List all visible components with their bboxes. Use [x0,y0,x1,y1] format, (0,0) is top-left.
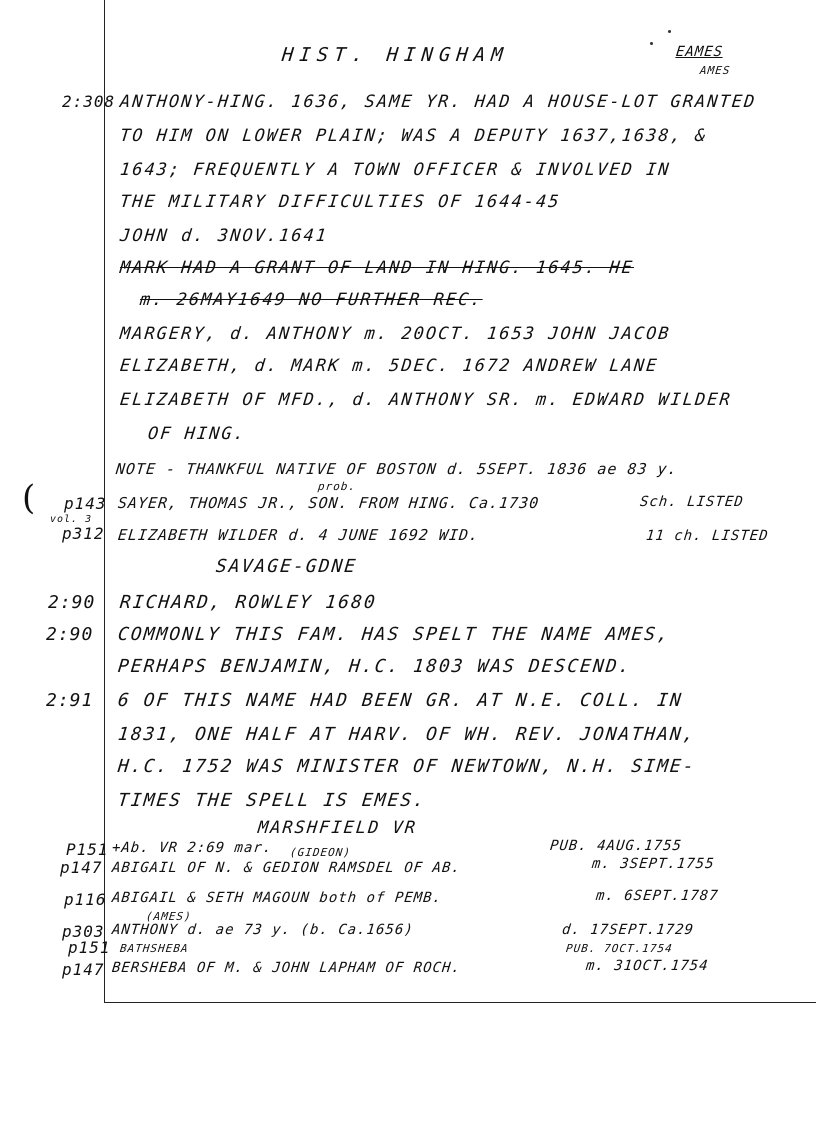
annotation: prob. [317,480,357,493]
text-line-right: Sch. LISTED [639,494,745,510]
text-line: ANTHONY-HING. 1636, SAME YR. HAD A HOUSE-LOT GRANTED [118,92,758,112]
text-line: SAYER, THOMAS JR., SON. FROM HING. Ca.1730 [117,494,541,512]
text-line: ELIZABETH OF MFD., d. ANTHONY SR. m. EDWARD WILDER [118,390,733,410]
margin-bracket: ( [22,478,36,518]
text-line: 6 OF THIS NAME HAD BEEN GR. AT N.E. COLL. IN [116,690,684,711]
text-line: 1831, ONE HALF AT HARV. OF WH. REV. JONATHAN, [116,724,697,745]
margin-ref: p143 [64,494,107,513]
text-line: ELIZABETH WILDER d. 4 JUNE 1692 WID. [117,526,481,544]
vr-entry: BERSHEBA OF M. & JOHN LAPHAM OF ROCH. [111,960,462,976]
ink-dot [650,42,653,45]
struck-line: m. 26MAY1649 NO FURTHER REC. [138,290,484,310]
text-line: COMMONLY THIS FAM. HAS SPELT THE NAME AMES, [116,624,672,645]
margin-ref: p147 [62,960,105,979]
text-line: TO HIM ON LOWER PLAIN; WAS A DEPUTY 1637,1638, & [118,126,709,146]
margin-ref: p116 [64,890,107,909]
margin-ref: p151 [68,938,111,957]
source-heading: MARSHFIELD VR [256,818,419,838]
margin-ref: 2:90 [46,624,94,645]
margin-ref: 2:91 [46,690,94,711]
vr-entry-date: PUB. 4AUG.1755 [549,838,683,854]
annotation: (AMES) [145,910,193,923]
text-line: OF HING. [146,424,247,444]
vr-entry-date: PUB. 7OCT.1754 [565,942,674,955]
vr-entry: ANTHONY d. ae 73 y. (b. Ca.1656) [111,922,415,938]
vr-entry-date: d. 17SEPT.1729 [561,922,695,938]
text-line: THE MILITARY DIFFICULTIES OF 1644-45 [118,192,562,212]
margin-ref: 2:90 [48,592,96,613]
text-line: H.C. 1752 WAS MINISTER OF NEWTOWN, N.H. SIME- [116,756,697,777]
margin-ref: p147 [60,858,103,877]
vr-entry: ABIGAIL & SETH MAGOUN both of PEMB. [111,890,443,906]
surname-header: EAMES [675,44,724,60]
vr-entry-date: m. 6SEPT.1787 [595,888,720,904]
margin-ref: 2:308 [62,92,116,111]
struck-line: MARK HAD A GRANT OF LAND IN HING. 1645. HE [118,258,635,278]
text-line: RICHARD, ROWLEY 1680 [118,592,378,613]
text-line: PERHAPS BENJAMIN, H.C. 1803 WAS DESCEND. [116,656,633,677]
annotation: (GIDEON) [289,846,352,859]
text-line: NOTE - THANKFUL NATIVE OF BOSTON d. 5SEPT. 1836 ae 83 y. [115,460,679,478]
surname-variant: AMES [699,64,732,77]
vr-entry: BATHSHEBA [119,942,190,955]
text-line: MARGERY, d. ANTHONY m. 20OCT. 1653 JOHN JACOB [118,324,672,344]
margin-ref: P151 [66,840,109,859]
page-title: HIST. HINGHAM [280,44,510,66]
text-line: ELIZABETH, d. MARK m. 5DEC. 1672 ANDREW LANE [118,356,660,376]
margin-ref: vol. 3 [50,514,93,525]
page-bottom-edge [104,1002,816,1003]
text-line: TIMES THE SPELL IS EMES. [116,790,428,811]
margin-ref: p312 [62,524,105,543]
ink-dot [668,30,671,33]
text-line: 1643; FREQUENTLY A TOWN OFFICER & INVOLVED IN [118,160,672,180]
vr-entry-date: m. 31OCT.1754 [585,958,710,974]
vr-entry: +Ab. VR 2:69 mar. [111,840,274,856]
margin-ref: p303 [62,922,105,941]
text-line-right: 11 ch. LISTED [645,528,770,544]
vr-entry: ABIGAIL OF N. & GEDION RAMSDEL OF AB. [111,860,462,876]
text-line: JOHN d. 3NOV.1641 [118,226,330,246]
vr-entry-date: m. 3SEPT.1755 [591,856,716,872]
source-heading: SAVAGE-GDNE [214,556,359,577]
